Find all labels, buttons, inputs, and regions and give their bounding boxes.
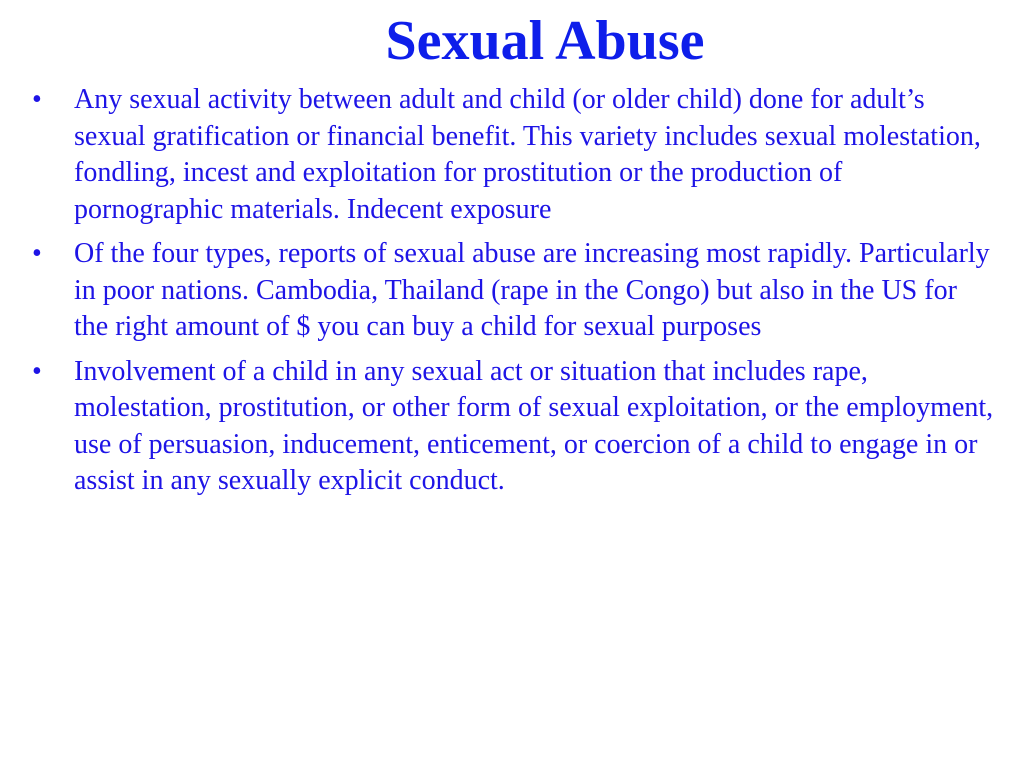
- bullet-item: [28, 236, 996, 346]
- bullet-item: [28, 354, 996, 500]
- bullet-icon: •: [32, 238, 42, 269]
- bullet-item: [28, 82, 996, 228]
- bullet-list: [28, 82, 996, 508]
- slide-title: Sexual Abuse: [385, 10, 705, 72]
- bullet-icon: •: [32, 84, 42, 115]
- bullet-text: Involvement of a child in any sexual act or situation that includes rape, molestation, prostitution, or other form of sexual exploitation, or the employment, use of persuasion, inducement, enticement, or coercion of a child to engage in or assist in any sexually explicit conduct.: [74, 355, 994, 496]
- bullet-icon: •: [32, 355, 42, 387]
- bullet-text: Any sexual activity between adult and child (or older child) done for adult’s sexual gratification or financial benefit. This variety includes sexual molestation, fondling, incest and exploitation for prostitution or the production of pornographic materials. Indecent exposure: [74, 84, 981, 225]
- bullet-text: Of the four types, reports of sexual abuse are increasing most rapidly. Particularly in poor nations. Cambodia, Thailand (rape in the Congo) but also in the US for the right amount of $ you can buy a child for sexual purposes: [74, 238, 990, 342]
